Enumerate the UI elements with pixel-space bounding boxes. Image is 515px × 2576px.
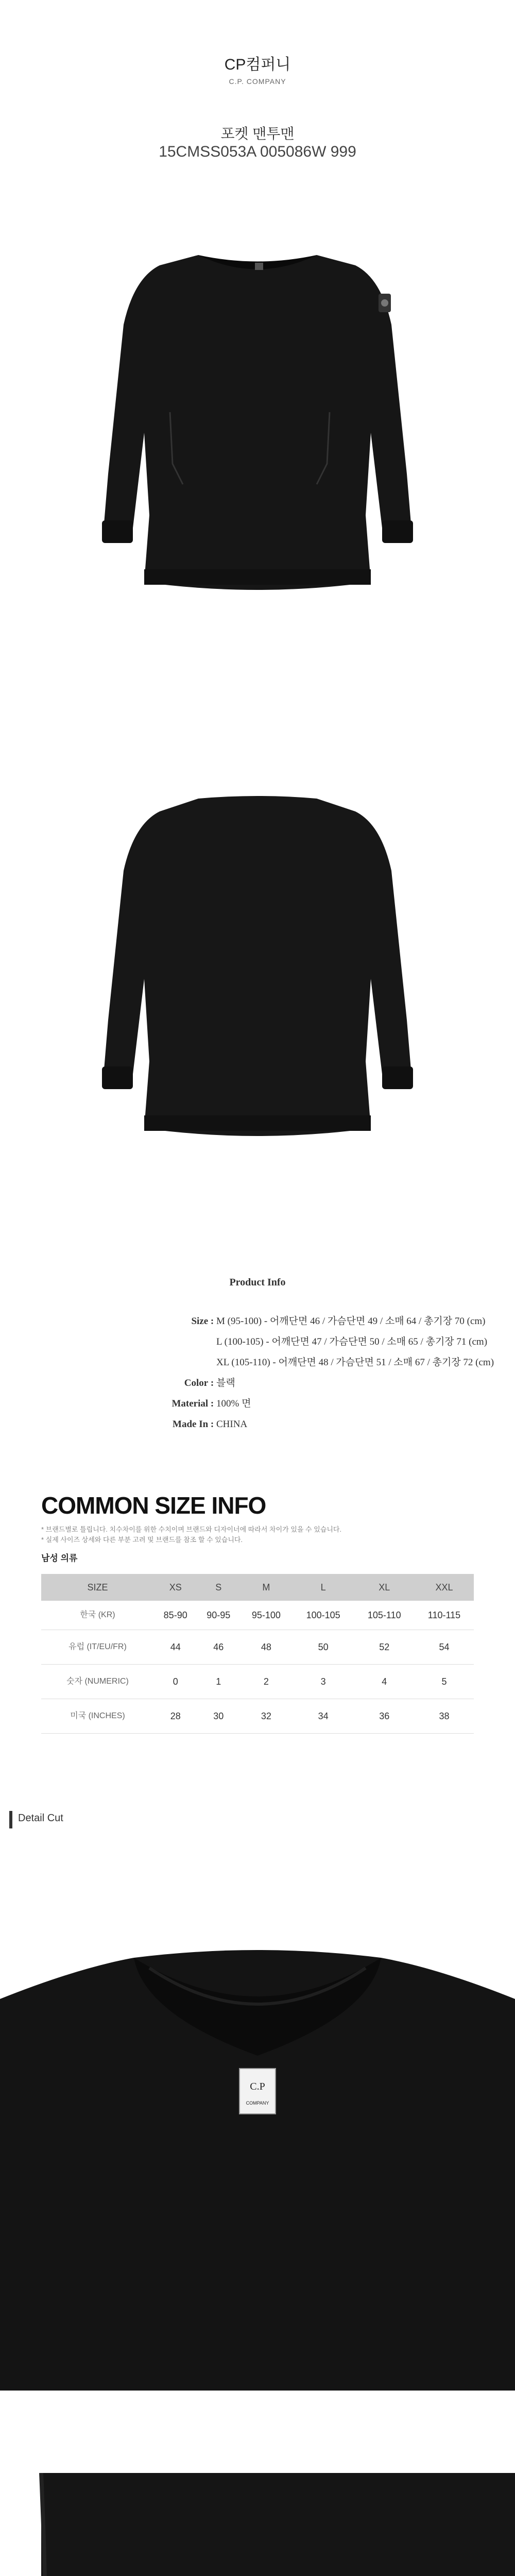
table-cell: 54: [415, 1630, 474, 1665]
row-label: 미국 (INCHES): [41, 1699, 154, 1734]
product-info-title: Product Info: [229, 1277, 286, 1288]
table-row: [41, 1601, 474, 1630]
table-cell: 5: [415, 1665, 474, 1699]
size-line-m: M (95-100) - 어깨단면 46 / 가슴단면 49 / 소매 64 / 총기장 70 (cm): [216, 1316, 486, 1327]
size-line-xl: XL (105-110) - 어깨단면 48 / 가슴단면 51 / 소매 67 / 총기장 72 (cm): [216, 1357, 494, 1368]
info-row-madein: [0, 1414, 515, 1435]
table-cell: 85-90: [154, 1601, 197, 1630]
brand-name-en: C.P. COMPANY: [229, 77, 286, 86]
info-value-madein: CHINA: [216, 1419, 248, 1430]
table-cell: 30: [197, 1699, 240, 1734]
info-value-material: 100% 면: [216, 1398, 251, 1409]
size-line-l: L (100-105) - 어깨단면 47 / 가슴단면 50 / 소매 65 / 총기장 71 (cm): [216, 1336, 488, 1347]
table-cell: 34: [293, 1699, 354, 1734]
header-cell: S: [197, 1574, 240, 1601]
pocket-zipper-detail-icon: [0, 2473, 515, 2576]
info-label-madein: Made In :: [173, 1419, 216, 1430]
size-note-1: * 브랜드별로 틀립니다. 치수차이를 위한 수치이며 브랜드와 디자이너에 따라서 차이가 있을 수 있습니다.: [41, 1526, 342, 1533]
sweatshirt-back-icon: [0, 757, 515, 1180]
table-cell: 38: [415, 1699, 474, 1734]
table-row: [41, 1630, 474, 1665]
size-info-title: COMMON SIZE INFO: [41, 1492, 266, 1519]
header-cell: XS: [154, 1574, 197, 1601]
table-cell: 50: [293, 1630, 354, 1665]
brand-name-ko: CP컴퍼니: [224, 56, 291, 73]
detail-cut-label: Detail Cut: [18, 1812, 63, 1824]
product-info-box: [0, 1311, 515, 1435]
table-cell: 48: [240, 1630, 293, 1665]
info-label-material: Material :: [171, 1398, 216, 1409]
table-cell: 3: [293, 1665, 354, 1699]
table-cell: 36: [354, 1699, 415, 1734]
table-row: [41, 1699, 474, 1734]
table-cell: 52: [354, 1630, 415, 1665]
size-table-header: [41, 1574, 474, 1601]
row-label: 유럽 (IT/EU/FR): [41, 1630, 154, 1665]
header-cell: SIZE: [41, 1574, 154, 1601]
table-cell: 44: [154, 1630, 197, 1665]
info-row-material: [0, 1394, 515, 1414]
sweatshirt-front-icon: [0, 206, 515, 644]
table-cell: 95-100: [240, 1601, 293, 1630]
info-label-color: Color :: [184, 1378, 216, 1388]
header-cell: M: [240, 1574, 293, 1601]
label-text-bottom: COMPANY: [246, 2100, 269, 2106]
table-cell: 32: [240, 1699, 293, 1734]
info-row-color: [0, 1373, 515, 1394]
row-label: 숫자 (NUMERIC): [41, 1665, 154, 1699]
size-table: [41, 1574, 474, 1734]
info-value-color: 블랙: [216, 1378, 235, 1388]
collar-detail-icon: [0, 1937, 515, 2391]
table-cell: 1: [197, 1665, 240, 1699]
table-cell: 46: [197, 1630, 240, 1665]
header-cell: XL: [354, 1574, 415, 1601]
info-row-size: [0, 1311, 515, 1373]
detail-cut-marker: [9, 1811, 12, 1828]
header-cell: XXL: [415, 1574, 474, 1601]
table-cell: 90-95: [197, 1601, 240, 1630]
table-row: [41, 1665, 474, 1699]
table-cell: 28: [154, 1699, 197, 1734]
table-cell: 110-115: [415, 1601, 474, 1630]
header-cell: L: [293, 1574, 354, 1601]
label-text-top: C.P: [250, 2081, 265, 2092]
info-value-size: [216, 1311, 515, 1373]
row-label: 한국 (KR): [41, 1601, 154, 1630]
product-code: 15CMSS053A 005086W 999: [159, 143, 356, 160]
table-cell: 0: [154, 1665, 197, 1699]
table-cell: 100-105: [293, 1601, 354, 1630]
info-label-size: Size :: [191, 1316, 216, 1327]
size-note-2: * 실제 사이즈 상세와 다른 부분 고려 및 브랜드를 참조 할 수 있습니다.: [41, 1536, 243, 1544]
table-cell: 105-110: [354, 1601, 415, 1630]
size-subtitle: 남성 의류: [41, 1553, 78, 1563]
table-cell: 4: [354, 1665, 415, 1699]
table-cell: 2: [240, 1665, 293, 1699]
product-name: 포켓 맨투맨: [220, 126, 295, 142]
